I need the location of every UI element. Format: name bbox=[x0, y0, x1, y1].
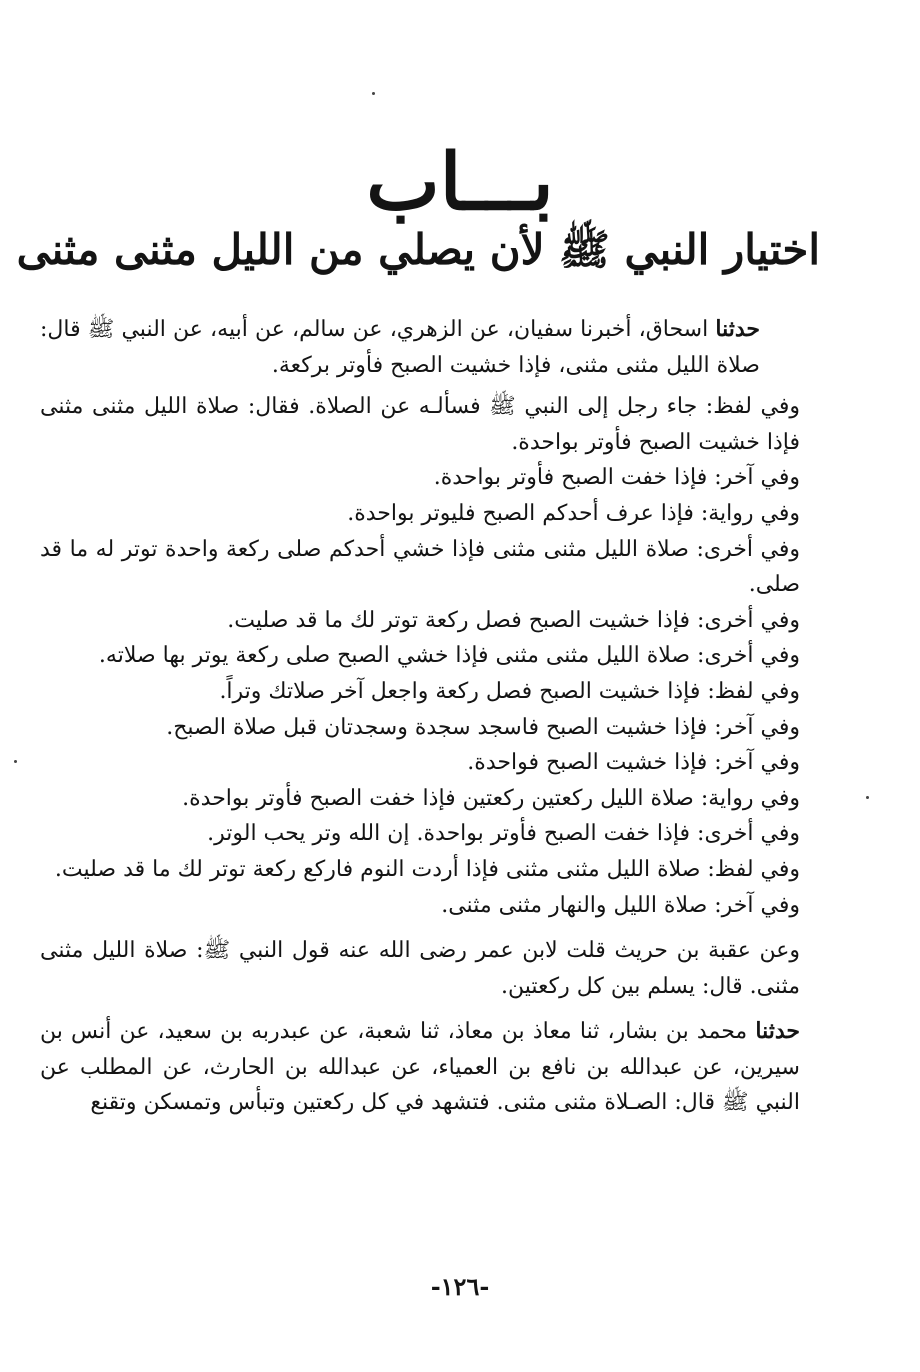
paragraph-text: وفي أخرى: صلاة الليل مثنى مثنى فإذا خشي الصبح صلى ركعة يوتر بها صلاته. bbox=[98, 643, 800, 669]
paragraph bbox=[40, 532, 800, 603]
paragraph-text: وفي أخرى: فإذا خشيت الصبح فصل ركعة توتر لك ما قد صليت. bbox=[227, 607, 800, 633]
paragraph-text: وفي آخر: فإذا خشيت الصبح فاسجد سجدة وسجدتان قبل صلاة الصبح. bbox=[166, 714, 800, 740]
paragraph-text: اسحاق، أخبرنا سفيان، عن الزهري، عن سالم، عن أبيه، عن النبي ﷺ قال: صلاة الليل مثنى مثنى، فإذا خشيت الصبح فأوتر بركعة. bbox=[40, 317, 760, 378]
scan-speck bbox=[866, 796, 869, 799]
paragraph bbox=[40, 1014, 800, 1121]
paragraph-lead: حدثنا bbox=[755, 1018, 800, 1045]
paragraph-text: محمد بن بشار، ثنا معاذ بن معاذ، ثنا شعبة، عن عبدربه بن سعيد، عن أنس بن سيرين، عن عبدالله بن نافع بن العمياء، عن عبدالله بن الحارث، عن المطلب عن النبي ﷺ قال: الصـلاة مثنى مثنى. فتشهد في كل ركعتين وتبأس وتمسكن وتقنع bbox=[40, 1019, 800, 1116]
paragraph bbox=[40, 603, 800, 639]
paragraph-text: وفي رواية: صلاة الليل ركعتين ركعتين فإذا خفت الصبح فأوتر بواحدة. bbox=[182, 785, 800, 811]
paragraph-text: وفي لفظ: جاء رجل إلى النبي ﷺ فسألـه عن الصلاة. فقال: صلاة الليل مثنى مثنى فإذا خشيت الصبح فأوتر بواحدة. bbox=[40, 394, 800, 455]
paragraph bbox=[40, 745, 800, 781]
paragraph-text: وفي آخر: صلاة الليل والنهار مثنى مثنى. bbox=[441, 892, 800, 918]
body-text bbox=[40, 312, 800, 1121]
paragraph-text: وفي آخر: فإذا خفت الصبح فأوتر بواحدة. bbox=[433, 465, 800, 491]
paragraph-text: وفي أخرى: صلاة الليل مثنى مثنى فإذا خشي أحدكم صلى ركعة واحدة توتر له ما قد صلى. bbox=[40, 536, 800, 598]
paragraph bbox=[40, 674, 800, 710]
page-number: -١٢٦- bbox=[430, 1272, 490, 1301]
paragraph bbox=[40, 460, 800, 496]
paragraph-lead: حدثنا bbox=[715, 316, 760, 342]
scan-speck bbox=[14, 760, 17, 763]
paragraph-text: وفي لفظ: صلاة الليل مثنى مثنى فإذا أردت النوم فاركع ركعة توتر لك ما قد صليت. bbox=[54, 856, 800, 882]
paragraph bbox=[40, 816, 800, 852]
scan-speck bbox=[372, 92, 375, 95]
paragraph bbox=[40, 710, 800, 746]
paragraph-text: وفي أخرى: فإذا خفت الصبح فأوتر بواحدة. إن الله وتر يحب الوتر. bbox=[207, 821, 800, 847]
paragraph-text: وفي آخر: فإذا خشيت الصبح فواحدة. bbox=[467, 750, 800, 776]
paragraph bbox=[40, 638, 800, 674]
paragraph bbox=[40, 389, 800, 460]
paragraph bbox=[40, 496, 800, 532]
paragraph-text: وفي لفظ: فإذا خشيت الصبح فصل ركعة واجعل آخر صلاتك وتراً. bbox=[219, 678, 800, 704]
paragraph bbox=[40, 781, 800, 817]
paragraph-text: وفي رواية: فإذا عرف أحدكم الصبح فليوتر بواحدة. bbox=[347, 500, 800, 526]
paragraph bbox=[40, 933, 800, 1004]
paragraph-text: وعن عقبة بن حريث قلت لابن عمر رضى الله عنه قول النبي ﷺ: صلاة الليل مثنى مثنى. قال: يسلم بين كل ركعتين. bbox=[40, 938, 800, 999]
chapter-heading: بـــاب bbox=[366, 137, 554, 228]
paragraph bbox=[40, 852, 800, 888]
paragraph bbox=[40, 888, 800, 924]
chapter-title: اختيار النبي ﷺ لأن يصلي من الليل مثنى مثنى bbox=[16, 225, 820, 274]
paragraph bbox=[40, 312, 800, 383]
